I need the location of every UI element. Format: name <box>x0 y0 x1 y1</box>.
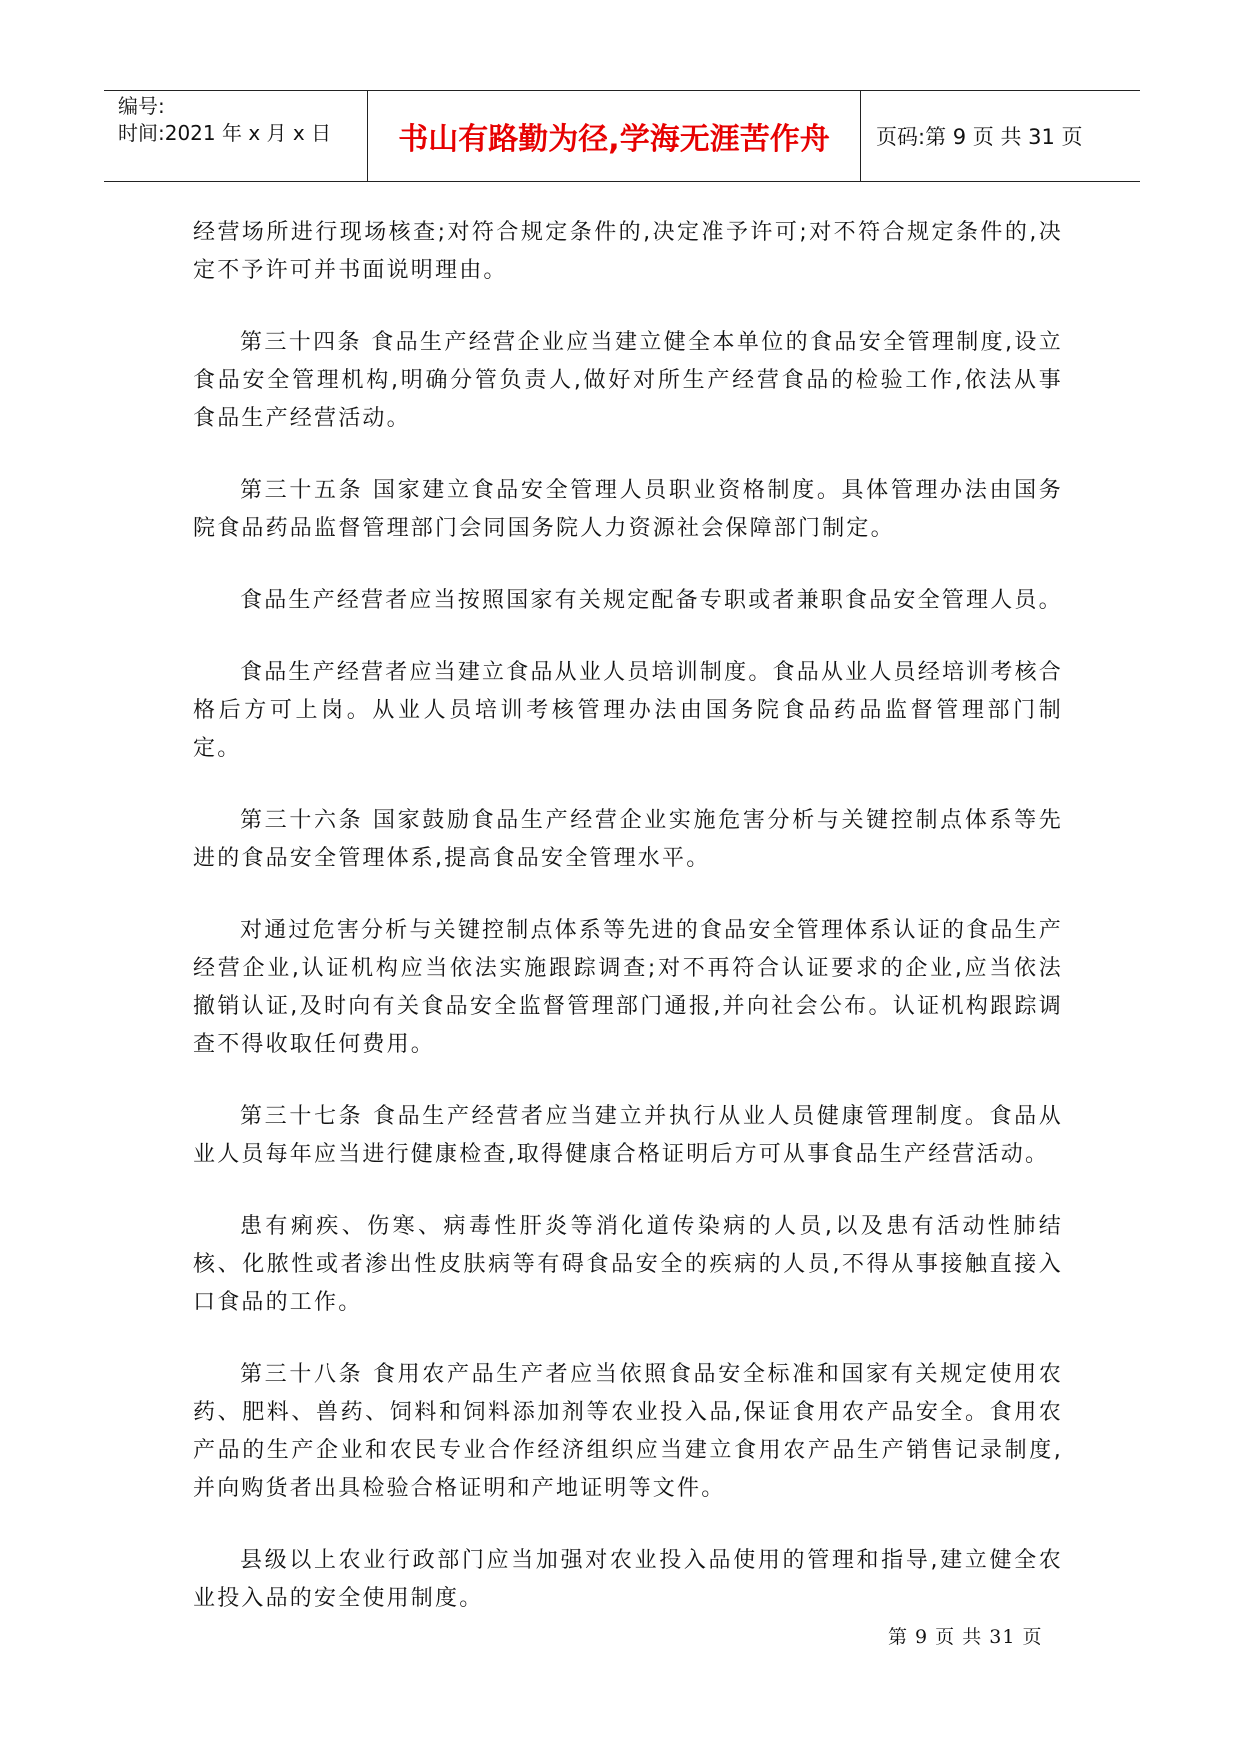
paragraph-article-38: 第三十八条 食用农产品生产者应当依照食品安全标准和国家有关规定使用农药、肥料、兽药、饲料和饲料添加剂等农业投入品,保证食用农产品安全。食用农产品的生产企业和农民专业合作经济组织应当建立食用农产品生产销售记录制度,并向购货者出具检验合格证明和产地证明等文件。 <box>193 1362 1063 1501</box>
document-body <box>193 214 1063 1652</box>
header-page-number: 页码:第 9 页 共 31 页 <box>876 124 1083 149</box>
document-number: 编号: <box>118 94 165 118</box>
paragraph-7: 对通过危害分析与关键控制点体系等先进的食品安全管理体系认证的食品生产经营企业,认证机构应当依法实施跟踪调查;对不再符合认证要求的企业,应当依法撤销认证,及时向有关食品安全监督管理部门通报,并向社会公布。认证机构跟踪调查不得收取任何费用。 <box>193 918 1063 1057</box>
paragraph-article-35: 第三十五条 国家建立食品安全管理人员职业资格制度。具体管理办法由国务院食品药品监督管理部门会同国务院人力资源社会保障部门制定。 <box>193 478 1063 541</box>
paragraph-11: 县级以上农业行政部门应当加强对农业投入品使用的管理和指导,建立健全农业投入品的安全使用制度。 <box>193 1548 1063 1611</box>
paragraph-9: 患有痢疾、伤寒、病毒性肝炎等消化道传染病的人员,以及患有活动性肺结核、化脓性或者渗出性皮肤病等有碍食品安全的疾病的人员,不得从事接触直接入口食品的工作。 <box>193 1214 1063 1315</box>
document-time: 时间:2021 年 x 月 x 日 <box>118 121 332 145</box>
paragraph-article-34: 第三十四条 食品生产经营企业应当建立健全本单位的食品安全管理制度,设立食品安全管理机构,明确分管负责人,做好对所生产经营食品的检验工作,依法从事食品生产经营活动。 <box>193 330 1063 431</box>
header-motto: 书山有路勤为径,学海无涯苦作舟 <box>398 121 830 157</box>
header-divider-left <box>367 91 368 181</box>
page-footer: 第 9 页 共 31 页 <box>888 1626 1043 1648</box>
paragraph-article-36: 第三十六条 国家鼓励食品生产经营企业实施危害分析与关键控制点体系等先进的食品安全管理体系,提高食品安全管理水平。 <box>193 808 1063 871</box>
header-divider-right <box>860 91 861 181</box>
paragraph-4: 食品生产经营者应当按照国家有关规定配备专职或者兼职食品安全管理人员。 <box>240 588 1063 613</box>
paragraph-5: 食品生产经营者应当建立食品从业人员培训制度。食品从业人员经培训考核合格后方可上岗。从业人员培训考核管理办法由国务院食品药品监督管理部门制定。 <box>193 660 1063 761</box>
page-header <box>104 90 1140 182</box>
paragraph-article-37: 第三十七条 食品生产经营者应当建立并执行从业人员健康管理制度。食品从业人员每年应当进行健康检查,取得健康合格证明后方可从事食品生产经营活动。 <box>193 1104 1063 1167</box>
paragraph-1: 经营场所进行现场核查;对符合规定条件的,决定准予许可;对不符合规定条件的,决定不予许可并书面说明理由。 <box>193 220 1063 283</box>
